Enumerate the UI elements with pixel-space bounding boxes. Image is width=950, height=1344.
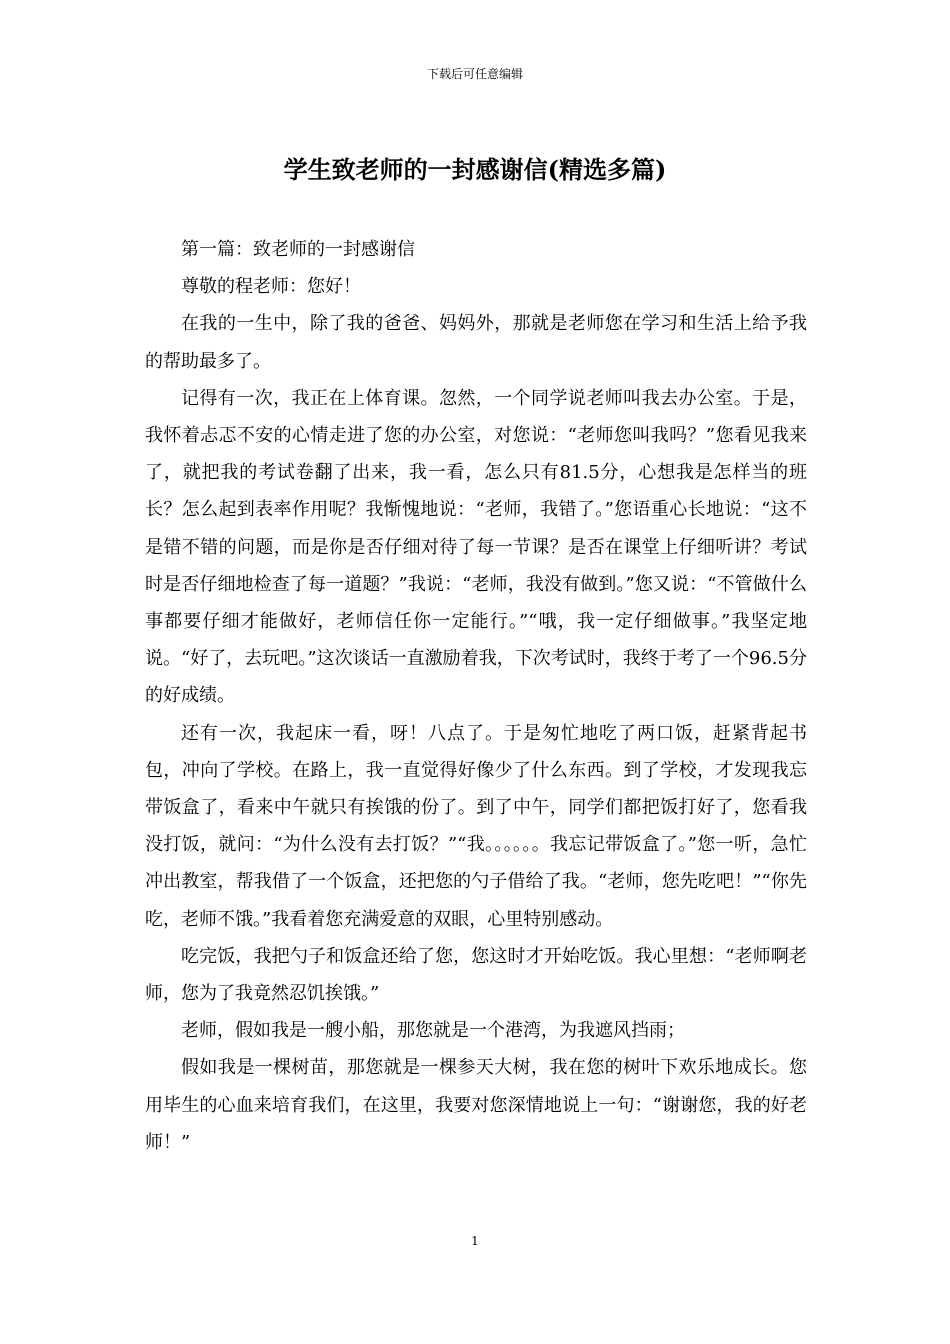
body-paragraph: 假如我是一棵树苗，那您就是一棵参天大树，我在您的树叶下欢乐地成长。您用毕生的心血来培育我们，在这里，我要对您深情地说上一句：“谢谢您，我的好老师！” <box>145 1057 807 1153</box>
document-body <box>145 231 807 1161</box>
body-paragraph: 记得有一次，我正在上体育课。忽然，一个同学说老师叫我去办公室。于是，我怀着忐忑不安的心情走进了您的办公室，对您说：“老师您叫我吗？”您看见我来了，就把我的考试卷翻了出来，我一看，怎么只有81.5分，心想我是怎样当的班长？怎么起到表率作用呢？我惭愧地说：“老师，我错了。”您语重心长地说：“这不是错不错的问题，而是你是否仔细对待了每一节课？是否在课堂上仔细听讲？考试时是否仔细地检查了每一道题？”我说：“老师，我没有做到。”您又说：“不管做什么事都要仔细才能做好，老师信任你一定能行。”“哦，我一定仔细做事。”我坚定地说。“好了，去玩吧。”这次谈话一直激励着我，下次考试时，我终于考了一个96.5分的好成绩。 <box>145 387 807 707</box>
body-paragraph: 在我的一生中，除了我的爸爸、妈妈外，那就是老师您在学习和生活上给予我的帮助最多了。 <box>145 313 807 372</box>
page-header-note: 下载后可任意编辑 <box>426 67 523 81</box>
salutation: 尊敬的程老师：您好！ <box>181 276 361 298</box>
section-heading: 第一篇：致老师的一封感谢信 <box>181 239 415 260</box>
body-paragraph: 老师，假如我是一艘小船，那您就是一个港湾，为我遮风挡雨； <box>181 1020 685 1042</box>
page-number: 1 <box>471 1234 479 1248</box>
body-paragraph: 还有一次，我起床一看，呀！八点了。于是匆忙地吃了两口饭，赶紧背起书包，冲向了学校。在路上，我一直觉得好像少了什么东西。到了学校，才发现我忘带饭盒了，看来中午就只有挨饿的份了。到了中午，同学们都把饭打好了，您看我没打饭，就问：“为什么没有去打饭？”“我。。。。。。我忘记带饭盒了。”您一听，急忙冲出教室，帮我借了一个饭盒，还把您的勺子借给了我。“老师，您先吃吧！”“你先吃，老师不饿。”我看着您充满爱意的双眼，心里特别感动。 <box>145 722 807 930</box>
document-title: 学生致老师的一封感谢信(精选多篇) <box>283 155 667 184</box>
body-paragraph: 吃完饭，我把勺子和饭盒还给了您，您这时才开始吃饭。我心里想：“老师啊老师，您为了我竟然忍饥挨饿。” <box>145 945 807 1005</box>
